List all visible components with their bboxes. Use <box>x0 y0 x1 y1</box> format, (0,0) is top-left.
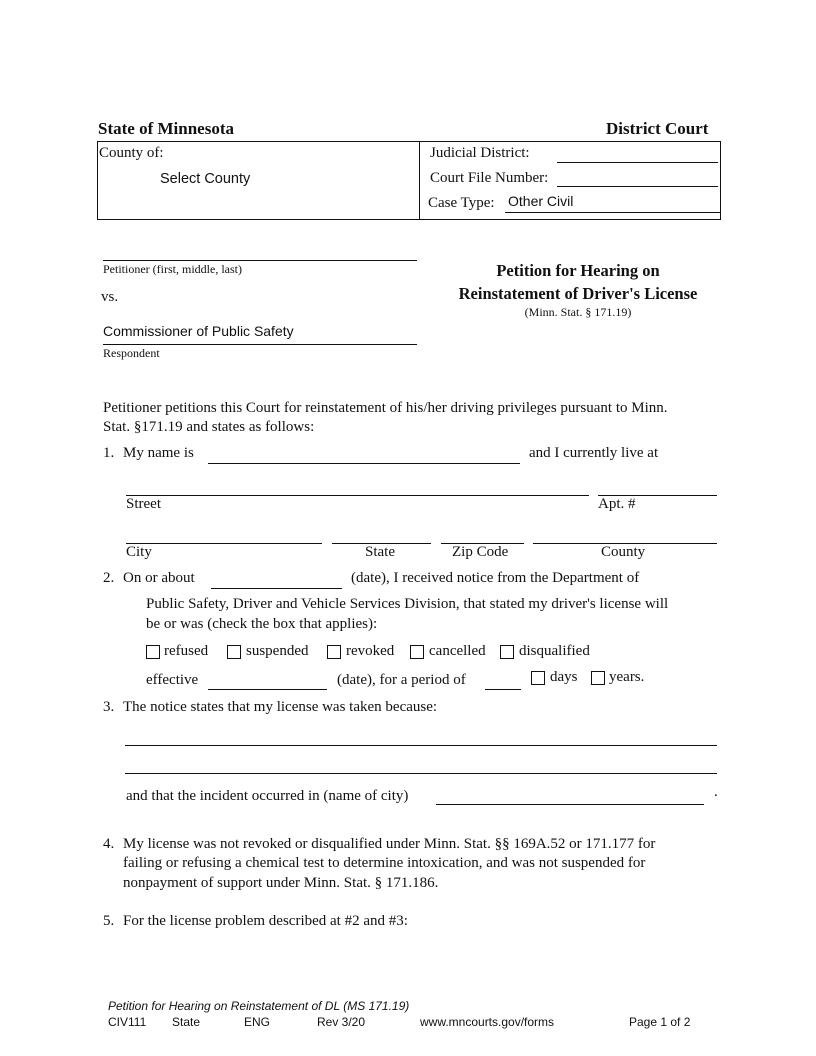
form-title-line2: Reinstatement of Driver's License <box>458 284 698 303</box>
item2-line3: be or was (check the box that applies): <box>146 616 378 632</box>
court-heading: District Court <box>606 119 709 138</box>
county-select[interactable]: Select County <box>160 171 251 187</box>
refused-label: refused <box>164 643 209 659</box>
street-input[interactable] <box>126 477 589 496</box>
item3-number: 3. <box>103 699 115 715</box>
days-checkbox[interactable] <box>531 671 545 685</box>
incident-city-input[interactable] <box>436 786 704 805</box>
reason-input-line2[interactable] <box>125 773 717 774</box>
revoked-label: revoked <box>346 643 395 659</box>
item1-number: 1. <box>103 445 115 461</box>
item5-text: For the license problem described at #2 and #3: <box>123 913 408 929</box>
state-label: State <box>365 544 395 560</box>
form-statute: (Minn. Stat. § 171.19) <box>524 305 632 319</box>
reason-input-line1[interactable] <box>125 745 717 746</box>
zip-label: Zip Code <box>452 544 509 560</box>
state-input[interactable] <box>332 525 431 544</box>
footer-form-id: CIV111 <box>108 1015 147 1029</box>
apt-input[interactable] <box>598 477 717 496</box>
item2-number: 2. <box>103 570 115 586</box>
name-input[interactable] <box>208 445 520 464</box>
incident-period: . <box>714 784 718 800</box>
item4-number: 4. <box>103 836 115 852</box>
disqualified-checkbox[interactable] <box>500 645 514 659</box>
period-length-input[interactable] <box>485 671 521 690</box>
suspended-label: suspended <box>246 643 309 659</box>
item4-line1: My license was not revoked or disqualified under Minn. Stat. §§ 169A.52 or 171.177 for <box>123 836 656 852</box>
effective-label: effective <box>146 672 199 688</box>
cancelled-checkbox[interactable] <box>410 645 424 659</box>
state-heading: State of Minnesota <box>98 119 234 138</box>
zip-input[interactable] <box>441 525 524 544</box>
item3-text: The notice states that my license was taken because: <box>123 699 438 715</box>
intro-line1: Petitioner petitions this Court for reinstatement of his/her driving privileges pursuant to Minn. <box>103 400 668 416</box>
case-header-divider <box>419 141 420 220</box>
years-checkbox[interactable] <box>591 671 605 685</box>
intro-line2: Stat. §171.19 and states as follows: <box>103 419 315 435</box>
respondent-value: Commissioner of Public Safety <box>103 323 294 339</box>
notice-date-text: (date), I received notice from the Department of <box>351 570 640 586</box>
live-at-label: and I currently live at <box>529 445 659 461</box>
my-name-label: My name is <box>123 445 194 461</box>
footer-revision: Rev 3/20 <box>317 1015 366 1029</box>
respondent-label: Respondent <box>103 346 160 360</box>
apt-label: Apt. # <box>598 496 636 512</box>
judicial-district-input[interactable] <box>557 144 718 163</box>
respondent-underline <box>103 344 417 345</box>
days-label: days <box>550 669 578 685</box>
court-file-number-input[interactable] <box>557 168 718 187</box>
case-type-label: Case Type: <box>428 195 495 211</box>
refused-checkbox[interactable] <box>146 645 160 659</box>
on-or-about-label: On or about <box>123 570 195 586</box>
footer-lang: ENG <box>244 1015 271 1029</box>
footer-state: State <box>172 1015 201 1029</box>
footer-url: www.mncourts.gov/forms <box>420 1015 555 1029</box>
vs-label: vs. <box>101 289 119 305</box>
county-label: County of: <box>99 145 164 161</box>
judicial-district-label: Judicial District: <box>430 145 530 161</box>
item2-line2: Public Safety, Driver and Vehicle Services Division, that stated my driver's license will <box>146 596 669 612</box>
case-type-value[interactable]: Other Civil <box>508 193 574 209</box>
disqualified-label: disqualified <box>519 643 590 659</box>
item4-line3: nonpayment of support under Minn. Stat. § 171.186. <box>123 875 439 891</box>
footer-page: Page 1 of 2 <box>629 1015 691 1029</box>
city-input[interactable] <box>126 525 322 544</box>
item5-number: 5. <box>103 913 115 929</box>
cancelled-label: cancelled <box>429 643 486 659</box>
effective-date-input[interactable] <box>208 671 327 690</box>
case-type-underline <box>505 212 721 213</box>
county-input[interactable] <box>533 525 717 544</box>
county-label-item1: County <box>601 544 646 560</box>
street-label: Street <box>126 496 161 512</box>
footer-title: Petition for Hearing on Reinstatement of DL (MS 171.19) <box>108 999 410 1013</box>
form-title-line1: Petition for Hearing on <box>496 261 660 280</box>
petitioner-label: Petitioner (first, middle, last) <box>103 262 242 276</box>
court-file-number-label: Court File Number: <box>430 170 549 186</box>
notice-date-input[interactable] <box>211 570 342 589</box>
city-label: City <box>126 544 152 560</box>
revoked-checkbox[interactable] <box>327 645 341 659</box>
petitioner-input[interactable] <box>103 260 417 261</box>
item4-line2: failing or refusing a chemical test to determine intoxication, and was not suspended for <box>123 855 646 871</box>
period-label: (date), for a period of <box>337 672 466 688</box>
suspended-checkbox[interactable] <box>227 645 241 659</box>
incident-label: and that the incident occurred in (name of city) <box>126 788 409 804</box>
years-label: years. <box>609 669 645 685</box>
